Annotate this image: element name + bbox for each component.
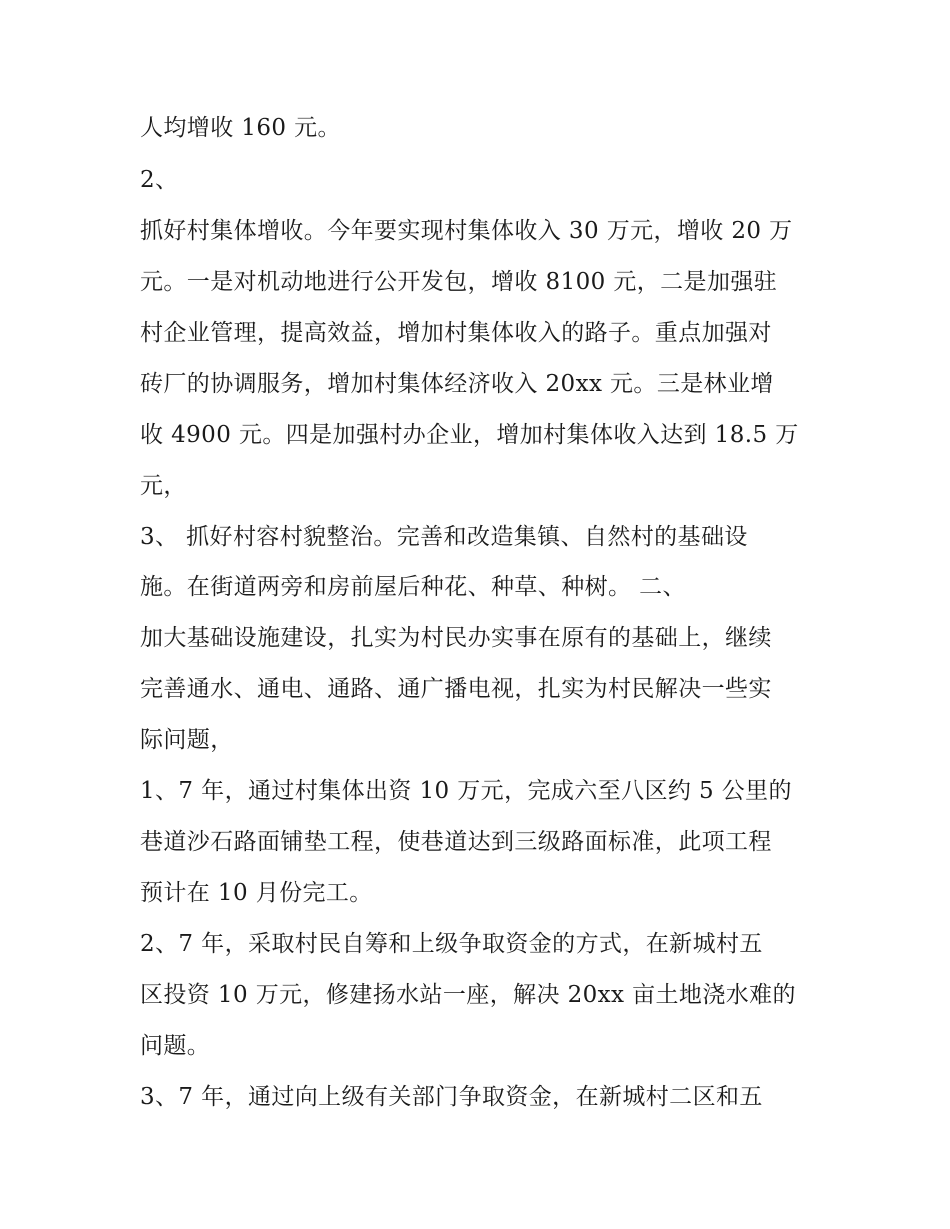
text-line-11: 加大基础设施建设，扎实为村民办实事在原有的基础上，继续 [140, 625, 772, 651]
text-line-10: 施。在街道两旁和房前屋后种花、种草、种树。 二、 [140, 574, 686, 600]
text-line-5: 村企业管理，提高效益，增加村集体收入的路子。重点加强对 [140, 320, 772, 346]
text-line-19: 问题。 [140, 1033, 211, 1059]
text-line-7: 收 4900 元。四是加强村办企业，增加村集体收入达到 18.5 万 [140, 422, 799, 448]
text-line-18: 区投资 10 万元，修建扬水站一座，解决 20xx 亩土地浇水难的 [140, 982, 796, 1008]
text-line-1: 人均增收 160 元。 [140, 115, 341, 141]
text-line-6: 砖厂的协调服务，增加村集体经济收入 20xx 元。三是林业增 [140, 371, 774, 397]
text-line-12: 完善通水、通电、通路、通广播电视，扎实为村民解决一些实 [140, 676, 772, 702]
text-line-2: 2、 [140, 167, 179, 193]
text-line-16: 预计在 10 月份完工。 [140, 880, 373, 906]
text-line-17: 2、7 年，采取村民自筹和上级争取资金的方式，在新城村五 [140, 931, 763, 957]
text-line-13: 际问题， [140, 727, 234, 753]
text-line-9: 3、 抓好村容村貌整治。完善和改造集镇、自然村的基础设 [140, 524, 748, 550]
text-line-4: 元。一是对机动地进行公开发包，增收 8100 元，二是加强驻 [140, 269, 778, 295]
text-line-20: 3、7 年，通过向上级有关部门争取资金，在新城村二区和五 [140, 1084, 763, 1110]
text-line-8: 元， [140, 473, 187, 499]
text-line-15: 巷道沙石路面铺垫工程，使巷道达到三级路面标准，此项工程 [140, 829, 772, 855]
text-line-14: 1、7 年，通过村集体出资 10 万元，完成六至八区约 5 公里的 [140, 778, 792, 804]
text-line-3: 抓好村集体增收。今年要实现村集体收入 30 万元，增收 20 万 [140, 218, 793, 244]
